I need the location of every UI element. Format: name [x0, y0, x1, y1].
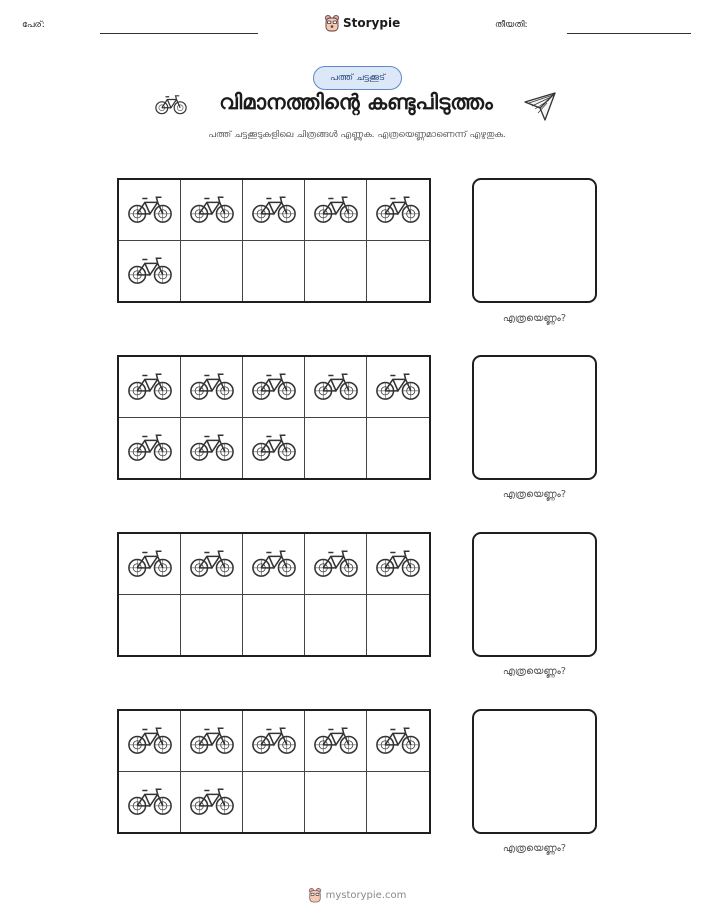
worksheet-header [0, 0, 714, 46]
bicycle-icon [313, 194, 359, 226]
answer-box-3[interactable] [472, 532, 597, 657]
bicycle-icon [127, 725, 173, 757]
instructions: പത്ത് ചട്ടക്കൂടുകളിലെ ചിത്രങ്ങൾ എണ്ണുക. എത്രയെണ്ണമാണെന്ന് എഴുതുക. [208, 130, 506, 140]
paper-plane-icon [523, 90, 557, 122]
bicycle-icon [251, 194, 297, 226]
answer-prompt-3: എത്രയെണ്ണം? [502, 666, 567, 677]
bicycle-icon [313, 725, 359, 757]
bicycle-icon [127, 371, 173, 403]
bicycle-icon [154, 94, 188, 116]
ten-frame-cell [243, 595, 305, 656]
ten-frame-cell [119, 357, 181, 418]
ten-frame-cell [305, 534, 367, 595]
answer-box-4[interactable] [472, 709, 597, 834]
footer-url: mystorypie.com [325, 889, 407, 901]
ten-frame-cell [119, 711, 181, 772]
ten-frame-cell [181, 772, 243, 833]
bicycle-icon [189, 371, 235, 403]
ten-frame-cell [119, 418, 181, 479]
topic-badge: പത്ത് ചട്ടക്കൂട് [313, 66, 402, 90]
bicycle-icon [127, 786, 173, 818]
ten-frame-cell [305, 595, 367, 656]
bicycle-icon [313, 548, 359, 580]
bicycle-icon [127, 194, 173, 226]
ten-frame-cell [305, 711, 367, 772]
ten-frame-cell [305, 180, 367, 241]
ten-frame-cell [119, 180, 181, 241]
bicycle-icon [251, 548, 297, 580]
ten-frame-cell [367, 772, 429, 833]
ten-frame-cell [119, 595, 181, 656]
page-title: വിമാനത്തിന്റെ കണ്ടുപിടുത്തം [219, 90, 493, 114]
ten-frame-cell [181, 595, 243, 656]
ten-frame-cell [367, 595, 429, 656]
bicycle-icon [189, 194, 235, 226]
ten-frame-cell [305, 772, 367, 833]
ten-frame-cell [243, 534, 305, 595]
bicycle-icon [375, 371, 421, 403]
date-field[interactable] [567, 33, 691, 34]
answer-prompt-1: എത്രയെണ്ണം? [502, 313, 567, 324]
ten-frame-cell [181, 180, 243, 241]
ten-frame-cell [181, 711, 243, 772]
bicycle-icon [251, 725, 297, 757]
bicycle-icon [375, 194, 421, 226]
ten-frame-cell [367, 241, 429, 302]
title-row [0, 88, 714, 124]
ten-frame-cell [119, 772, 181, 833]
ten-frame-2 [117, 355, 431, 480]
bicycle-icon [375, 548, 421, 580]
ten-frame-cell [181, 357, 243, 418]
ten-frame-3 [117, 532, 431, 657]
ten-frame-cell [367, 711, 429, 772]
ten-frame-cell [119, 534, 181, 595]
ten-frame-cell [243, 357, 305, 418]
date-label: തീയതി: [495, 20, 528, 30]
bicycle-icon [127, 432, 173, 464]
ten-frame-cell [181, 418, 243, 479]
ten-frame-1 [117, 178, 431, 303]
brand-logo [324, 12, 400, 34]
bicycle-icon [189, 725, 235, 757]
bicycle-icon [189, 786, 235, 818]
ten-frame-cell [305, 418, 367, 479]
bicycle-icon [189, 548, 235, 580]
ten-frame-cell [243, 772, 305, 833]
ten-frame-cell [305, 357, 367, 418]
ten-frame-cell [181, 241, 243, 302]
ten-frame-cell [367, 180, 429, 241]
brand-name: Storypie [343, 16, 401, 30]
ten-frame-cell [243, 418, 305, 479]
ten-frame-4 [117, 709, 431, 834]
footer [0, 884, 714, 906]
bicycle-icon [375, 725, 421, 757]
bicycle-icon [313, 371, 359, 403]
ten-frame-cell [181, 534, 243, 595]
ten-frame-cell [367, 418, 429, 479]
storypie-mascot-icon [308, 887, 322, 903]
bicycle-icon [251, 371, 297, 403]
bicycle-icon [251, 432, 297, 464]
ten-frame-cell [243, 711, 305, 772]
answer-box-2[interactable] [472, 355, 597, 480]
ten-frame-cell [367, 357, 429, 418]
name-label: പേര്: [22, 20, 45, 30]
answer-prompt-2: എത്രയെണ്ണം? [502, 489, 567, 500]
ten-frame-cell [305, 241, 367, 302]
answer-prompt-4: എത്രയെണ്ണം? [502, 843, 567, 854]
bicycle-icon [189, 432, 235, 464]
name-field[interactable] [100, 33, 258, 34]
ten-frame-cell [119, 241, 181, 302]
ten-frame-cell [367, 534, 429, 595]
answer-box-1[interactable] [472, 178, 597, 303]
bicycle-icon [127, 548, 173, 580]
ten-frame-cell [243, 241, 305, 302]
bicycle-icon [127, 255, 173, 287]
ten-frame-cell [243, 180, 305, 241]
storypie-mascot-icon [324, 14, 340, 32]
